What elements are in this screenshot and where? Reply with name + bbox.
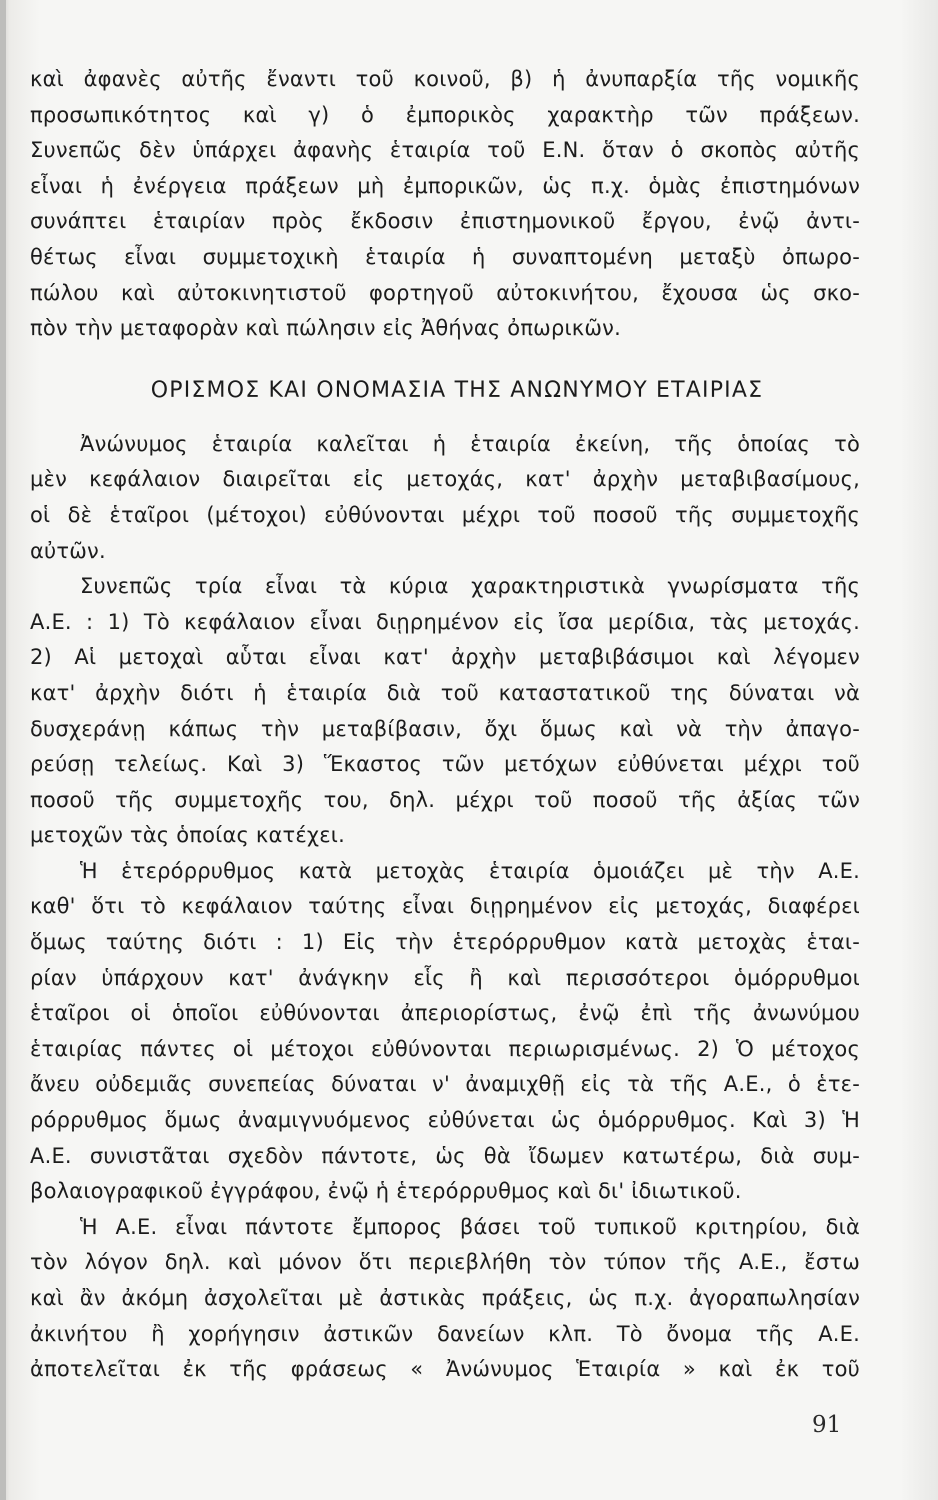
text-line: πὸν τὴν μεταφορὰν καὶ πώλησιν εἰς Ἀθήνας ὀπωρικῶν. [30,316,621,341]
text-line: οἱ δὲ ἑταῖροι (μέτοχοι) εὐθύνονται μέχρι τοῦ ποσοῦ τῆς συμμετοχῆς [30,502,860,527]
text-line: καὶ ἀφανὲς αὐτῆς ἔναντι τοῦ κοινοῦ, β) ἡ ἀνυπαρξία τῆς νομικῆς [30,67,860,91]
text-line: ἄνευ οὐδεμιᾶς συνεπείας δύναται ν' ἀναμιχθῇ εἰς τὰ τῆς Α.Ε., ὁ ἑτε- [30,1072,860,1097]
section-heading: ΟΡΙΣΜΟΣ ΚΑΙ ΟΝΟΜΑΣΙΑ ΤΗΣ ΑΝΩΝΥΜΟΥ ΕΤΑΙΡΙΑΣ [150,377,764,403]
text-line: ρόρρυθμος ὅμως ἀναμιγνυόμενος εὐθύνεται ὡς ὁμόρρυθμος. Καὶ 3) Ἡ [30,1108,860,1133]
text-line: ἑταῖροι οἱ ὁποῖοι εὐθύνονται ἀπεριορίστως, ἐνῷ ἐπὶ τῆς ἀνωνύμου [30,1001,860,1026]
text-line: προσωπικότητος καὶ γ) ὁ ἐμπορικὸς χαρακτὴρ τῶν πράξεων. [30,102,860,127]
text-line: θέτως εἶναι συμμετοχικὴ ἑταιρία ἡ συναπτομένη μεταξὺ ὀπωρο- [30,244,860,269]
text-line: ἀποτελεῖται ἐκ τῆς φράσεως « Ἀνώνυμος Ἑταιρία » καὶ ἐκ τοῦ [30,1357,860,1382]
text-line: ἑταιρίας πάντες οἱ μέτοχοι εὐθύνονται περιωρισμένως. 2) Ὁ μέτοχος [30,1036,860,1061]
text-line: ρεύσῃ τελείως. Καὶ 3) Ἕκαστος τῶν μετόχων εὐθύνεται μέχρι τοῦ [30,752,860,777]
text-line: Ἀνώνυμος ἑταιρία καλεῖται ἡ ἑταιρία ἐκείνη, τῆς ὁποίας τὸ [80,431,860,456]
text-line: Συνεπῶς τρία εἶναι τὰ κύρια χαρακτηριστικὰ γνωρίσματα τῆς [80,574,860,599]
text-line: συνάπτει ἑταιρίαν πρὸς ἔκδοσιν ἐπιστημονικοῦ ἔργου, ἐνῷ ἀντι- [30,209,860,234]
paragraph-definition [30,427,860,569]
text-line: καὶ ἂν ἀκόμη ἀσχολεῖται μὲ ἀστικὰς πράξεις, ὡς π.χ. ἀγοραπωλησίαν [30,1286,860,1310]
text-line: τὸν λόγον δηλ. καὶ μόνον ὅτι περιεβλήθη τὸν τύπον τῆς Α.Ε., ἔστω [30,1250,860,1275]
paragraph-comparison [30,854,860,1210]
text-line: Α.Ε. συνιστᾶται σχεδὸν πάντοτε, ὡς θὰ ἴδωμεν κατωτέρω, διὰ συμ- [30,1143,860,1168]
text-line: ποσοῦ τῆς συμμετοχῆς του, δηλ. μέχρι τοῦ ποσοῦ τῆς ἀξίας τῶν [30,787,860,812]
text-line: καθ' ὅτι τὸ κεφάλαιον ταύτης εἶναι διῃρημένον εἰς μετοχάς, διαφέρει [30,894,860,919]
text-line: ρίαν ὑπάρχουν κατ' ἀνάγκην εἷς ἢ καὶ περισσότεροι ὁμόρρυθμοι [30,965,860,990]
text-line: μετοχῶν τὰς ὁποίας κατέχει. [30,823,345,848]
text-line: 2) Αἱ μετοχαὶ αὗται εἶναι κατ' ἀρχὴν μεταβιβάσιμοι καὶ λέγομεν [30,645,860,670]
page-number: 91 [812,1412,842,1438]
text-line: ὅμως ταύτης διότι : 1) Εἰς τὴν ἑτερόρρυθμον κατὰ μετοχὰς ἑται- [30,930,860,955]
text-line: ἀκινήτου ἢ χορήγησιν ἀστικῶν δανείων κλπ. Τὸ ὄνομα τῆς Α.Ε. [30,1321,860,1346]
page-body [30,62,860,1388]
text-line: βολαιογραφικοῦ ἐγγράφου, ἐνῷ ἡ ἑτερόρρυθμος καὶ δι' ἰδιωτικοῦ. [30,1179,742,1204]
text-line: μὲν κεφάλαιον διαιρεῖται εἰς μετοχάς, κατ' ἀρχὴν μεταβιβασίμους, [30,467,860,492]
paragraph-continued [30,62,860,347]
text-line: κατ' ἀρχὴν διότι ἡ ἑταιρία διὰ τοῦ καταστατικοῦ της δύναται νὰ [30,680,860,705]
text-line: δυσχεράνῃ κάπως τὴν μεταβίβασιν, ὄχι ὅμως καὶ νὰ τὴν ἀπαγο- [30,716,860,741]
paragraph-merchant [30,1210,860,1388]
text-line: Ἡ ἑτερόρρυθμος κατὰ μετοχὰς ἑταιρία ὁμοιάζει μὲ τὴν Α.Ε. [80,858,860,883]
text-line: Ἡ Α.Ε. εἶναι πάντοτε ἔμπορος βάσει τοῦ τυπικοῦ κριτηρίου, διὰ [80,1214,860,1239]
text-line: Συνεπῶς δὲν ὑπάρχει ἀφανὴς ἑταιρία τοῦ Ε.Ν. ὅταν ὁ σκοπὸς αὐτῆς [30,138,860,163]
page-binding-edge [0,0,6,1500]
text-line: πώλου καὶ αὐτοκινητιστοῦ φορτηγοῦ αὐτοκινήτου, ἔχουσα ὡς σκο- [30,280,860,305]
text-line: εἶναι ἡ ἐνέργεια πράξεων μὴ ἐμπορικῶν, ὡς π.χ. ὁμὰς ἐπιστημόνων [30,173,860,198]
text-line: αὐτῶν. [30,538,106,563]
paragraph-characteristics [30,569,860,854]
text-line: Α.Ε. : 1) Τὸ κεφάλαιον εἶναι διῃρημένον εἰς ἴσα μερίδια, τὰς μετοχάς. [30,609,860,634]
